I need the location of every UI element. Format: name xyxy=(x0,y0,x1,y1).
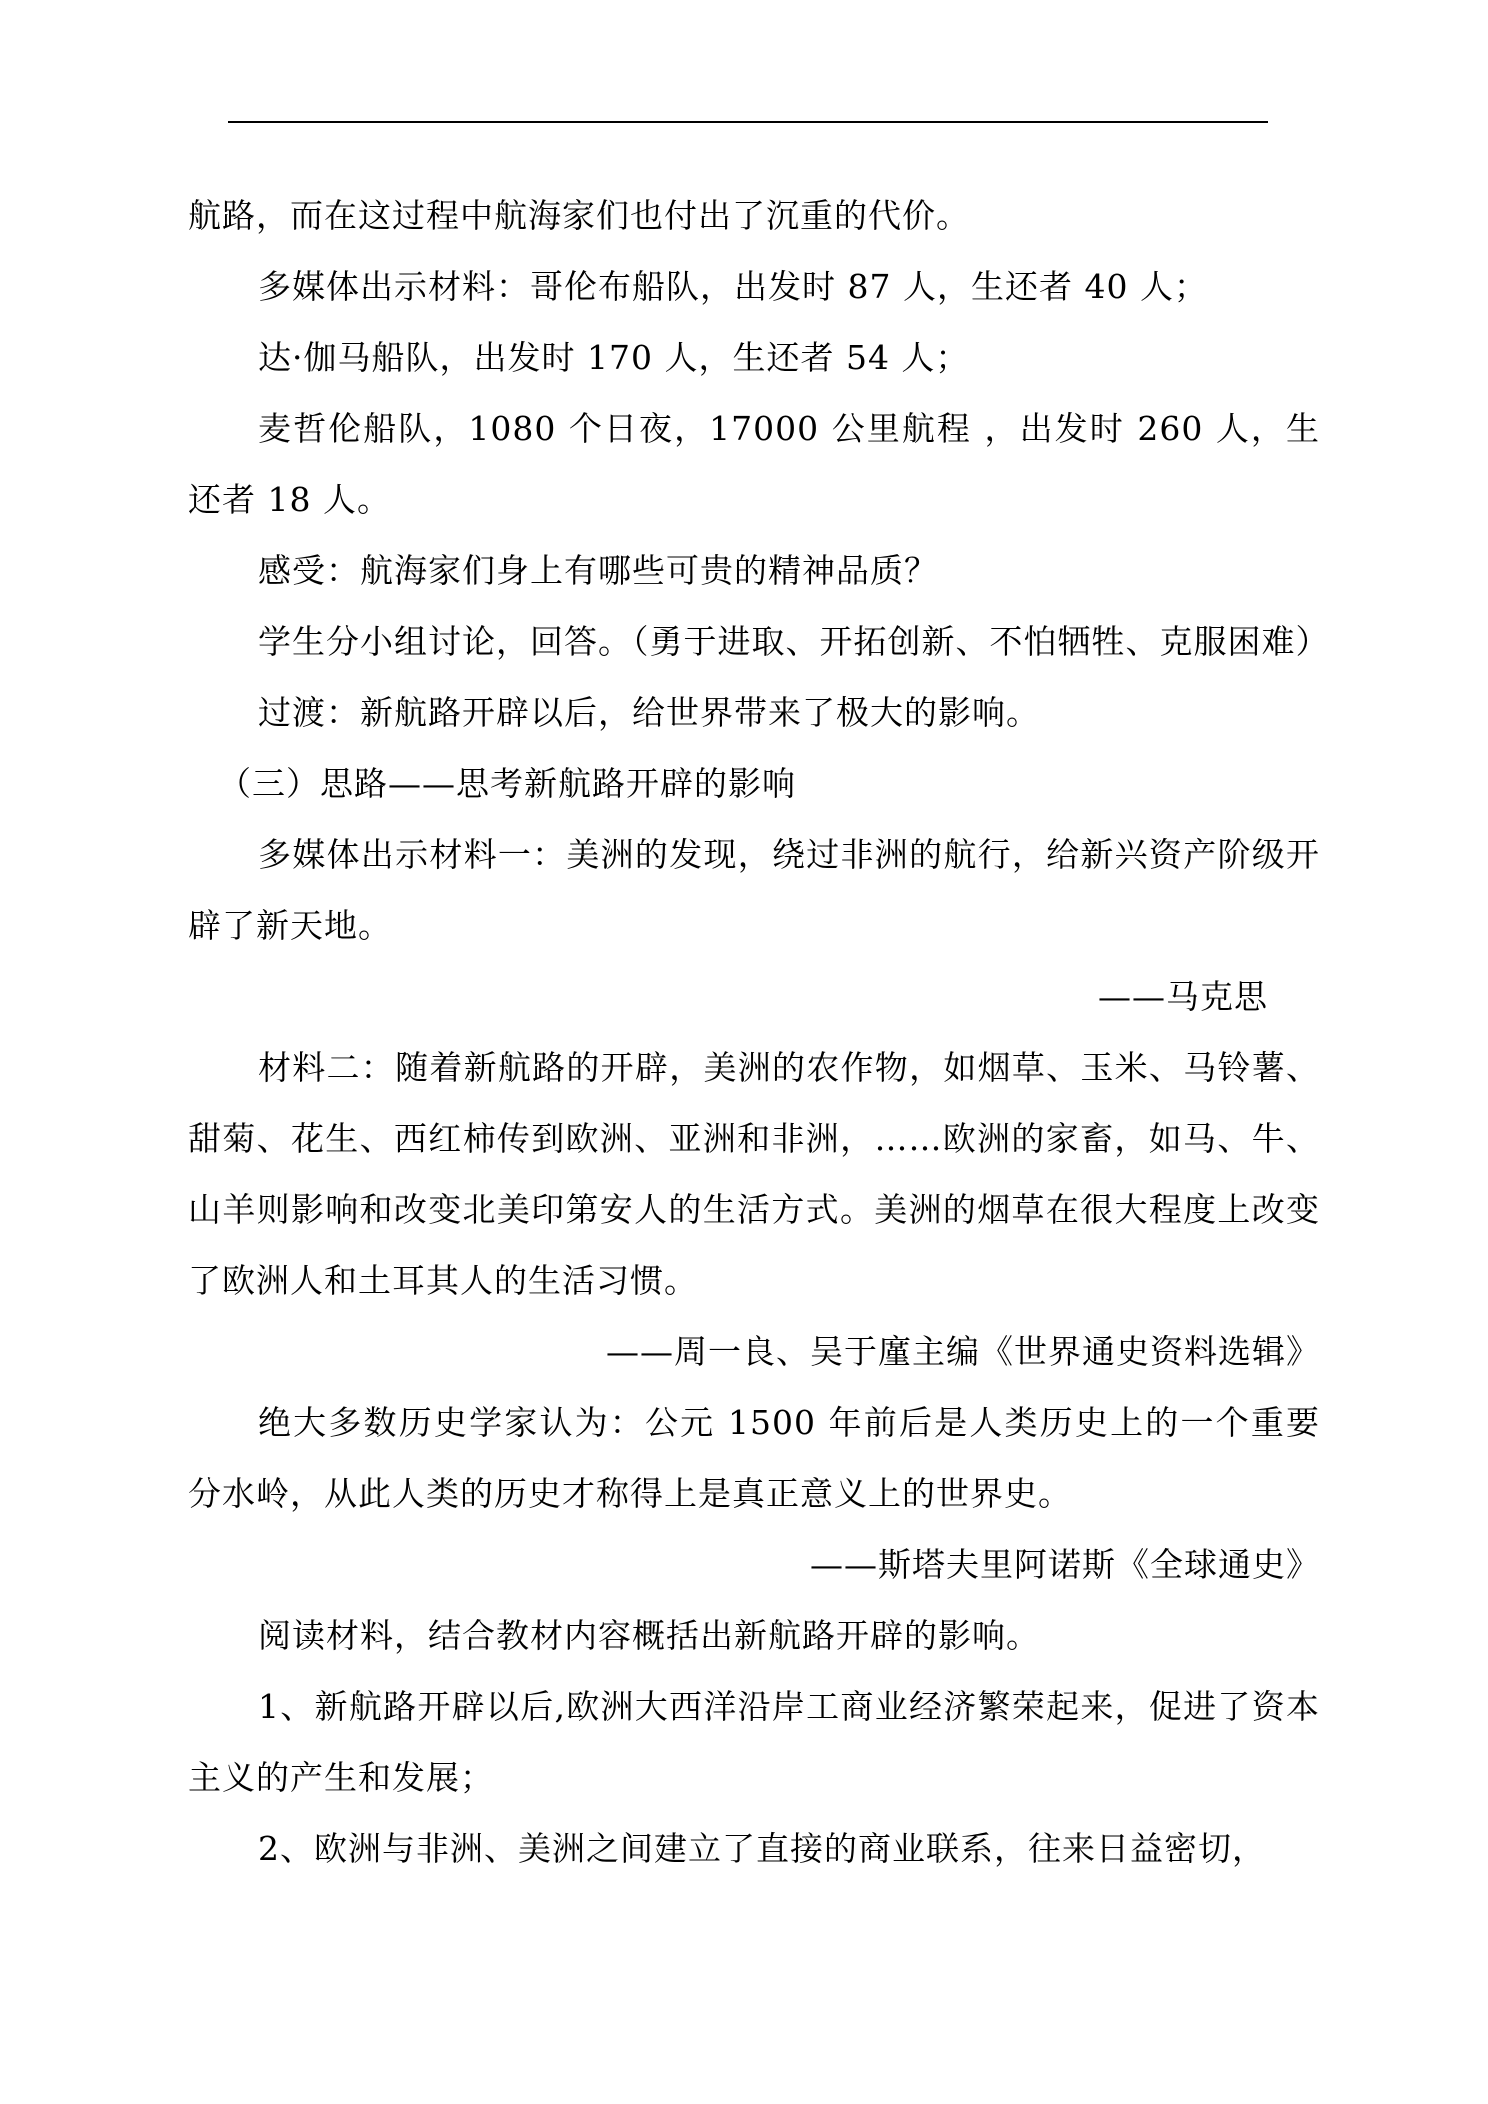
section-heading-three: （三）思路——思考新航路开辟的影响 xyxy=(218,764,796,803)
paragraph-historians-view: 绝大多数历史学家认为：公元 1500 年前后是人类历史上的一个重要分水岭，从此人类的历史才称得上是真正意义上的世界史。 xyxy=(188,1403,1320,1513)
paragraph-transition: 过渡：新航路开辟以后，给世界带来了极大的影响。 xyxy=(258,693,1040,732)
paragraph-columbus-material: 多媒体出示材料：哥伦布船队，出发时 87 人，生还者 40 人； xyxy=(258,267,1208,306)
paragraph-material-one: 多媒体出示材料一：美洲的发现，绕过非洲的航行，给新兴资产阶级开辟了新天地。 xyxy=(188,835,1320,945)
paragraph-feeling-question: 感受：航海家们身上有哪些可贵的精神品质？ xyxy=(258,551,938,590)
paragraph-da-gama-material: 达·伽马船队，出发时 170 人，生还者 54 人； xyxy=(258,338,970,377)
header-rule xyxy=(228,121,1268,123)
document-body xyxy=(188,180,1330,1884)
paragraph-magellan-material: 麦哲伦船队，1080 个日夜，17000 公里航程 ，出发时 260 人，生还者 18 人。 xyxy=(188,409,1320,519)
attribution-global-history: ——斯塔夫里阿诺斯《全球通史》 xyxy=(810,1545,1320,1584)
paragraph-voyage-cost: 航路，而在这过程中航海家们也付出了沉重的代价。 xyxy=(188,196,970,235)
paragraph-group-discussion: 学生分小组讨论，回答。（勇于进取、开拓创新、不怕牺牲、克服困难） xyxy=(258,622,1330,661)
paragraph-material-two: 材料二：随着新航路的开辟，美洲的农作物，如烟草、玉米、马铃薯、甜菊、花生、西红柿传到欧洲、亚洲和非洲，……欧洲的家畜，如马、牛、山羊则影响和改变北美印第安人的生活方式。美洲的烟草在很大程度上改变了欧洲人和土耳其人的生活习惯。 xyxy=(188,1048,1320,1300)
paragraph-reading-task: 阅读材料，结合教材内容概括出新航路开辟的影响。 xyxy=(258,1616,1040,1655)
paragraph-impact-two: 2、欧洲与非洲、美洲之间建立了直接的商业联系，往来日益密切， xyxy=(258,1829,1266,1868)
attribution-marx: ——马克思 xyxy=(1098,977,1268,1016)
attribution-world-history-selection: ——周一良、吴于廑主编《世界通史资料选辑》 xyxy=(606,1332,1320,1371)
paragraph-impact-one: 1、新航路开辟以后,欧洲大西洋沿岸工商业经济繁荣起来，促进了资本主义的产生和发展； xyxy=(188,1687,1320,1797)
